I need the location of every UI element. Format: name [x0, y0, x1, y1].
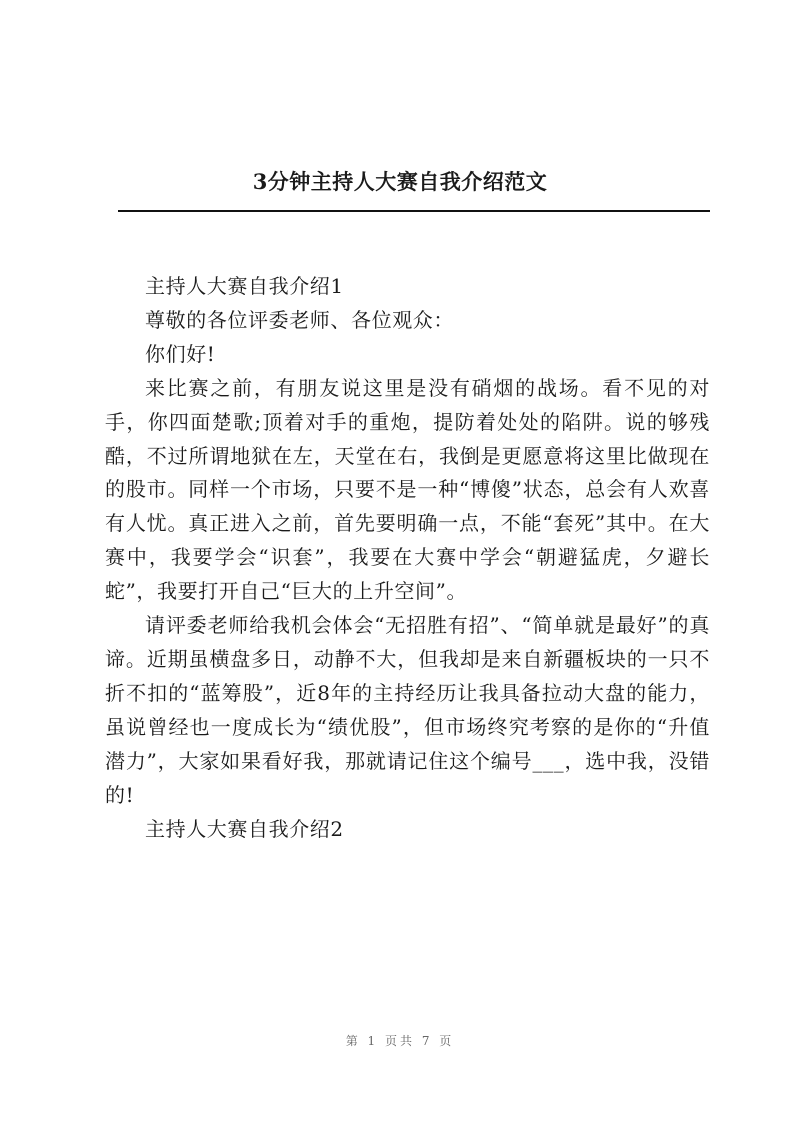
- body-paragraph-1: 来比赛之前，有朋友说这里是没有硝烟的战场。看不见的对手，你四面楚歌;顶着对手的重炮，提防着处处的陷阱。说的够残酷，不过所谓地狱在左，天堂在右，我倒是更愿意将这里比做现在的股市。同样一个市场，只要不是一种“博傻”状态，总会有人欢喜有人忧。真正进入之前，首先要明确一点，不能“套死”其中。在大赛中，我要学会“识套”，我要在大赛中学会“朝避猛虎，夕避长蛇”，我要打开自己“巨大的上升空间”。: [105, 375, 710, 604]
- greeting: 你们好!: [145, 341, 216, 366]
- document-title: 3分钟主持人大赛自我介绍范文: [252, 169, 548, 194]
- title-underline: [118, 210, 710, 212]
- section-heading-2: 主持人大赛自我介绍2: [145, 816, 344, 841]
- page-number-footer: 第 1 页共 7 页: [345, 1034, 455, 1048]
- body-paragraph-2: 请评委老师给我机会体会“无招胜有招”、“简单就是最好”的真谛。近期虽横盘多日，动静不大，但我却是来自新疆板块的一只不折不扣的“蓝筹股”，近8年的主持经历让我具备拉动大盘的能力，虽说曾经也一度成长为“绩优股”，但市场终究考察的是你的“升值潜力”，大家如果看好我，那就请记住这个编号___，选中我，没错的!: [105, 613, 710, 807]
- section-heading-1: 主持人大赛自我介绍1: [145, 274, 344, 298]
- salutation: 尊敬的各位评委老师、各位观众：: [145, 307, 454, 332]
- document-body: [105, 270, 710, 846]
